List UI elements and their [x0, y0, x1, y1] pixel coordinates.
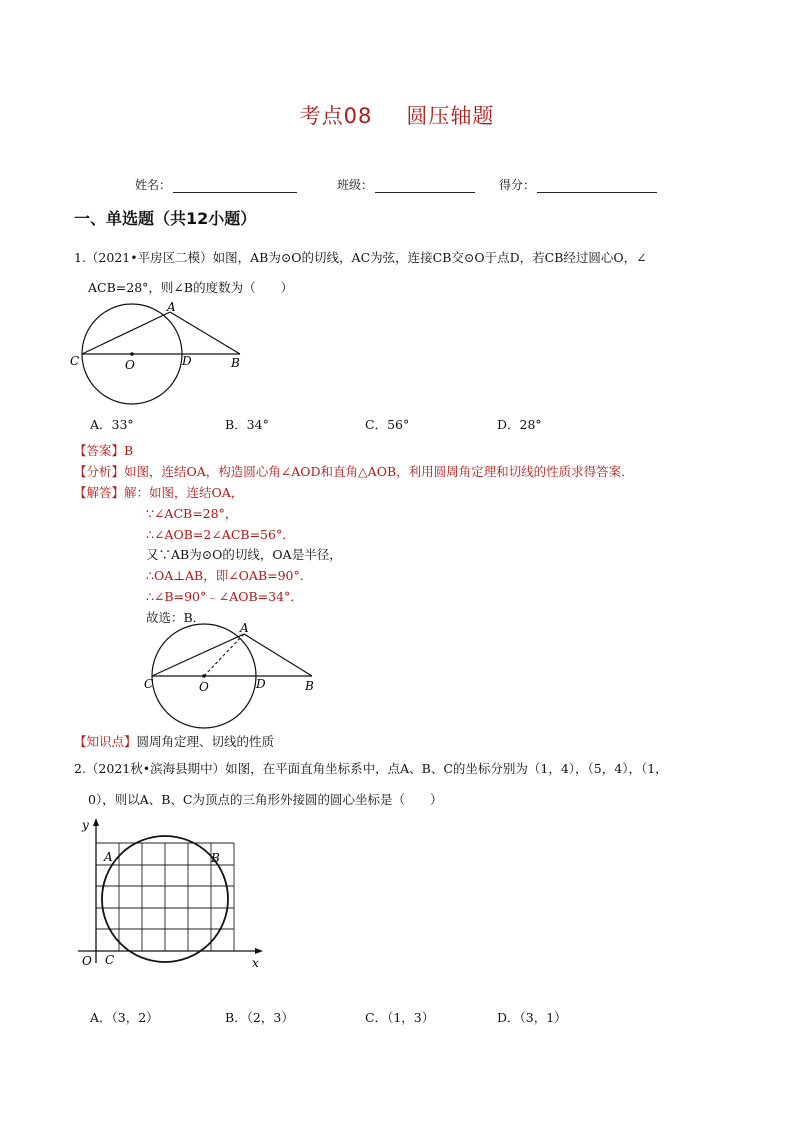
q1-option-b: B．34°: [225, 417, 269, 432]
q1-line1: 1.（2021•平房区二模）如图，AB为⊙O的切线，AC为弦，连接CB交⊙O于点D，若CB经过圆心O，∠: [74, 250, 647, 265]
title-code: 考点08: [299, 104, 373, 128]
q1-line2: ACB=28°，则∠B的度数为（ ）: [88, 280, 294, 295]
q2-option-d: D．（3，1）: [497, 1010, 567, 1025]
class-blank: [375, 180, 475, 193]
q1s-line-ab: [244, 634, 312, 676]
q1-option-a: A．33°: [90, 417, 134, 432]
score-label: 得分：: [499, 178, 536, 192]
solution-step: 故选：B．: [146, 610, 206, 625]
q2-label-y: y: [82, 818, 89, 832]
q1-label-c: C: [70, 354, 80, 368]
score-field: [499, 176, 657, 193]
analysis-tag: 【分析】: [74, 464, 125, 479]
name-field: [135, 176, 297, 193]
q1s-label-b: B: [305, 679, 314, 693]
solution-step: 又∵AB为⊙O的切线，OA是半径，: [146, 547, 342, 562]
q1-label-o: O: [125, 358, 135, 372]
solution-tag: 【解答】: [74, 485, 125, 500]
q1s-label-d: D: [256, 677, 266, 691]
class-field: [337, 176, 475, 193]
q2-label-x: x: [252, 956, 259, 970]
q1-option-d: D．28°: [497, 417, 542, 432]
q1-label-a: A: [167, 300, 176, 314]
name-blank: [173, 180, 297, 193]
q2-line2: 0），则以A、B、C为顶点的三角形外接圆的圆心坐标是（ ）: [88, 792, 443, 807]
q2-line1: 2.（2021秋•滨海县期中）如图，在平面直角坐标系中，点A、B、C的坐标分别为（1，4），（5，4），（1，: [74, 761, 668, 776]
q1s-label-c: C: [144, 677, 154, 691]
name-label: 姓名：: [135, 178, 172, 192]
q1-solution: [74, 483, 243, 501]
q1-option-c: C．56°: [365, 417, 410, 432]
knowledge-tag: 【知识点】: [74, 734, 137, 749]
q1-solution-figure: [140, 622, 330, 732]
knowledge-text: 圆周角定理、切线的性质: [136, 734, 275, 749]
solution-first: 解：如图，连结OA，: [124, 485, 244, 500]
q1-analysis: [74, 462, 634, 480]
score-blank: [537, 180, 657, 193]
title-topic: 圆压轴题: [406, 104, 495, 128]
q1-line-ab: [170, 312, 240, 354]
q2-label-o: O: [82, 954, 92, 968]
q1s-line-oa: [204, 634, 244, 676]
q2-option-a: A．（3，2）: [90, 1010, 159, 1025]
answer-value: B: [124, 443, 134, 458]
q1s-label-o: O: [199, 680, 209, 694]
q1-answer: [74, 441, 133, 459]
q2-y-arrow: [93, 818, 99, 826]
q2-label-b: B: [211, 851, 220, 865]
q2-figure: [74, 815, 274, 975]
q1-label-d: D: [182, 354, 192, 368]
q2-label-c: C: [105, 953, 115, 967]
q1s-center-dot: [202, 674, 206, 678]
q1s-label-a: A: [240, 622, 249, 635]
solution-step: ∴OA⊥AB，即∠OAB=90°．: [146, 568, 313, 583]
answer-tag: 【答案】: [74, 443, 125, 458]
q1-center-dot: [130, 352, 134, 356]
section-title: 一、单选题（共12小题）: [74, 209, 257, 228]
q1-figure: [64, 298, 264, 408]
solution-step: ∴∠AOB=2∠ACB=56°．: [146, 527, 295, 542]
q1-label-b: B: [231, 356, 240, 370]
analysis-text: 如图，连结OA，构造圆心角∠AOD和直角△AOB，利用圆周角定理和切线的性质求得答案．: [124, 464, 634, 479]
solution-step: ∴∠B=90°﹣∠AOB=34°．: [146, 589, 303, 604]
q2-option-b: B．（2，3）: [225, 1010, 294, 1025]
class-label: 班级：: [337, 178, 374, 192]
q2-label-a: A: [104, 850, 113, 864]
solution-step: ∵∠ACB=28°，: [146, 506, 238, 521]
page-title: [0, 100, 794, 130]
q2-x-arrow: [255, 948, 263, 954]
q1-line-ca: [82, 312, 170, 354]
q1-knowledge: [74, 732, 274, 750]
q2-option-c: C．（1，3）: [365, 1010, 435, 1025]
